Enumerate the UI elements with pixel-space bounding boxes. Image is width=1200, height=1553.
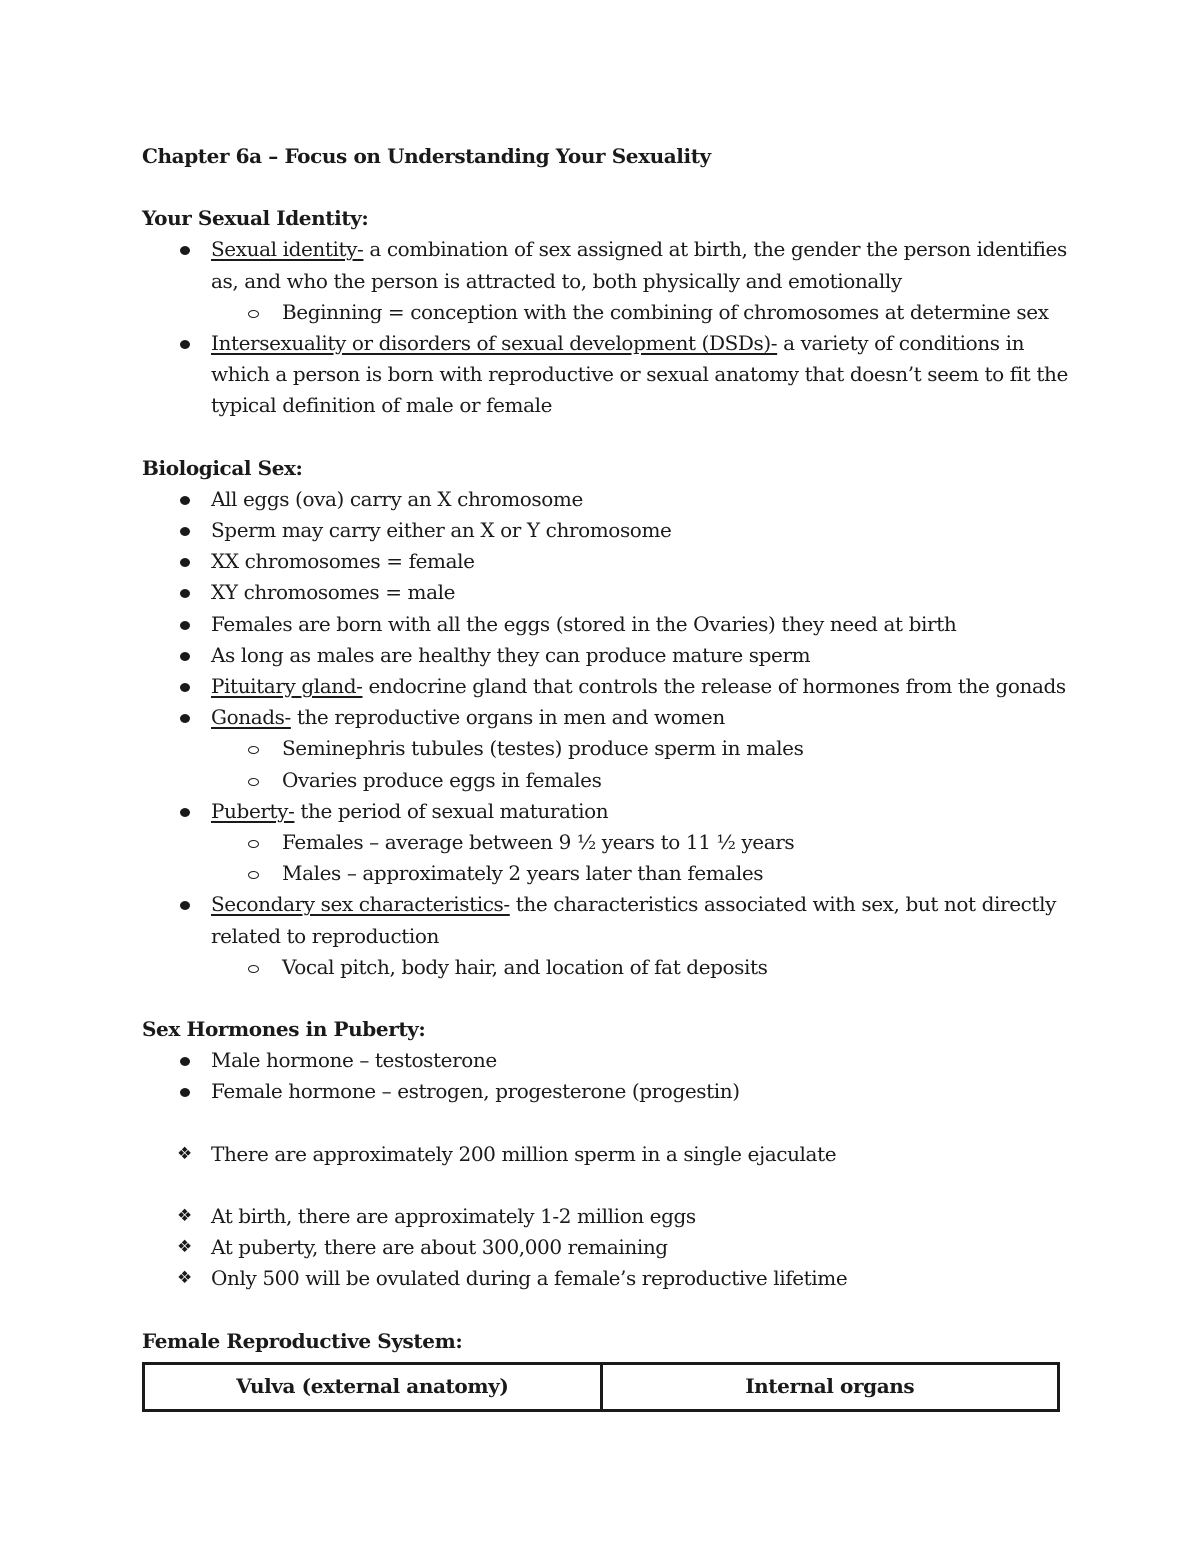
hormones-list <box>142 1045 1072 1107</box>
fact-item: ❖ There are approximately 200 million sperm in a single ejaculate <box>142 1139 1072 1170</box>
table-header-row <box>144 1363 1059 1410</box>
hollow-bullet-icon <box>248 840 259 848</box>
list-item: Sperm may carry either an X or Y chromosome <box>142 515 1072 546</box>
term-puberty: Puberty- <box>211 798 295 823</box>
sub-list-item: Females – average between 9 ½ years to 11 ½ years <box>211 827 1072 858</box>
definition-text: a variety of conditions in which a person is born with reproductive or sexual anatomy that doesn’t seem to fit the typical definition of male or female <box>211 331 1068 418</box>
list-item <box>142 234 1072 328</box>
diamond-bullet-icon: ❖ <box>177 1268 192 1289</box>
diamond-bullet-icon: ❖ <box>177 1205 192 1226</box>
sub-list <box>211 952 1072 983</box>
diamond-bullet-icon: ❖ <box>177 1143 192 1164</box>
fact-item: ❖ At puberty, there are about 300,000 remaining <box>142 1232 1072 1263</box>
list-item: Puberty- the period of sexual maturation Females – average between 9 ½ years to 11 ½ years Males – approximately 2 years later than females <box>142 796 1072 890</box>
female-anatomy-table <box>142 1362 1060 1412</box>
bullet-icon <box>180 340 190 349</box>
sub-list <box>211 733 1072 795</box>
sub-list-item: Ovaries produce eggs in females <box>211 765 1072 796</box>
list-item: Male hormone – testosterone <box>142 1045 1072 1076</box>
list-item: Female hormone – estrogen, progesterone (progestin) <box>142 1076 1072 1107</box>
list-item <box>142 328 1072 422</box>
page-title: Chapter 6a – Focus on Understanding Your Sexuality <box>142 144 711 168</box>
fact-item: ❖ Only 500 will be ovulated during a female’s reproductive lifetime <box>142 1263 1072 1294</box>
sub-list-item: Seminephris tubules (testes) produce sperm in males <box>211 733 1072 764</box>
sub-list-item: Beginning = conception with the combining of chromosomes at determine sex <box>211 297 1072 328</box>
hollow-bullet-icon <box>248 778 259 786</box>
term-pituitary-gland: Pituitary gland- <box>211 674 363 699</box>
bullet-icon <box>180 683 190 692</box>
hollow-bullet-icon <box>248 746 259 754</box>
column-header-internal: Internal organs <box>601 1363 1059 1410</box>
list-item: As long as males are healthy they can produce mature sperm <box>142 640 1072 671</box>
bullet-icon <box>180 901 190 910</box>
sub-list <box>211 827 1072 889</box>
list-item: Pituitary gland- endocrine gland that controls the release of hormones from the gonads <box>142 671 1072 702</box>
sub-list-item: Vocal pitch, body hair, and location of fat deposits <box>211 952 1072 983</box>
fact-item: ❖ At birth, there are approximately 1-2 million eggs <box>142 1201 1072 1232</box>
sub-list <box>211 297 1072 328</box>
term-sexual-identity: Sexual identity- <box>211 237 364 262</box>
bullet-icon <box>180 652 190 661</box>
sperm-fact-list <box>142 1139 1072 1170</box>
list-item: Females are born with all the eggs (stored in the Ovaries) they need at birth <box>142 609 1072 640</box>
list-item: Secondary sex characteristics- the characteristics associated with sex, but not directly related to reproduction Vocal pitch, body hair, and location of fat deposits <box>142 889 1072 983</box>
list-item: XX chromosomes = female <box>142 546 1072 577</box>
list-item: XY chromosomes = male <box>142 577 1072 608</box>
section-heading-biological: Biological Sex: <box>142 455 303 480</box>
bullet-icon <box>180 714 190 723</box>
bullet-icon <box>180 246 190 255</box>
egg-fact-list <box>142 1201 1072 1295</box>
diamond-bullet-icon: ❖ <box>177 1237 192 1258</box>
list-item: Gonads- the reproductive organs in men and women Seminephris tubules (testes) produce sperm in males Ovaries produce eggs in females <box>142 702 1072 796</box>
bullet-icon <box>180 527 190 536</box>
term-gonads: Gonads- <box>211 705 291 730</box>
bullet-icon <box>180 1057 190 1066</box>
document-body <box>142 141 1072 1412</box>
bullet-icon <box>180 589 190 598</box>
column-header-vulva: Vulva (external anatomy) <box>144 1363 602 1410</box>
list-item: All eggs (ova) carry an X chromosome <box>142 484 1072 515</box>
hollow-bullet-icon <box>248 310 259 318</box>
definition-text: a combination of sex assigned at birth, the gender the person identifies as, and who the person is attracted to, both physically and emotionally <box>211 237 1067 293</box>
bullet-icon <box>180 496 190 505</box>
sub-list-item: Males – approximately 2 years later than females <box>211 858 1072 889</box>
hollow-bullet-icon <box>248 965 259 973</box>
bullet-icon <box>180 621 190 630</box>
term-secondary-sex-characteristics: Secondary sex characteristics- <box>211 892 510 917</box>
bullet-icon <box>180 1088 190 1097</box>
identity-list <box>142 234 1072 421</box>
bullet-icon <box>180 808 190 817</box>
section-heading-identity: Your Sexual Identity: <box>142 206 369 231</box>
section-heading-hormones: Sex Hormones in Puberty: <box>142 1017 426 1042</box>
section-heading-female: Female Reproductive System: <box>142 1328 463 1353</box>
hollow-bullet-icon <box>248 871 259 879</box>
bullet-icon <box>180 558 190 567</box>
term-intersexuality: Intersexuality or disorders of sexual development (DSDs)- <box>211 331 778 356</box>
biological-list <box>142 484 1072 983</box>
